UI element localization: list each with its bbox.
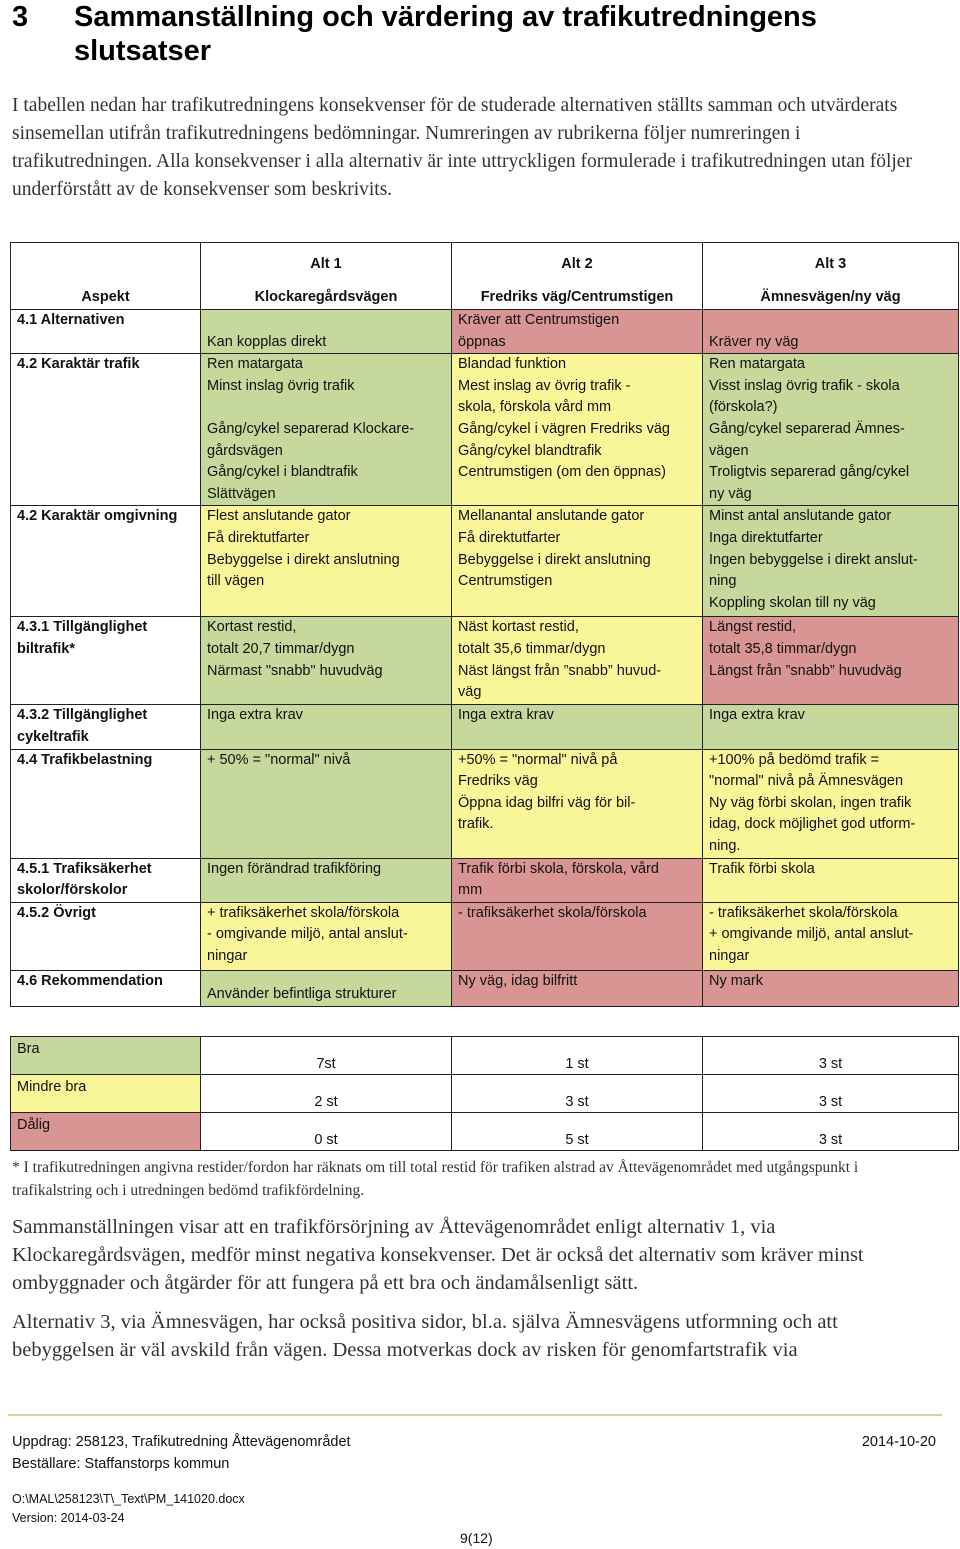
alt3-cell: Längst restid, totalt 35,8 timmar/dygn Längst från ”snabb” huvudväg xyxy=(703,617,959,705)
aspect-header: Aspekt xyxy=(11,287,201,310)
section-number: 3 xyxy=(12,1,29,33)
aspect-cell: 4.2 Karaktär omgivning xyxy=(11,506,201,617)
alt1-cell: Ingen förändrad trafikföring xyxy=(201,858,452,902)
alt3-cell: Trafik förbi skola xyxy=(703,858,959,902)
footer-date: 2014-10-20 xyxy=(861,1434,936,1450)
table-row xyxy=(11,902,959,970)
aspect-cell: 4.2 Karaktär trafik xyxy=(11,354,201,506)
legend-row-bra xyxy=(11,1037,959,1075)
aspect-cell: 4.1 Alternativen xyxy=(11,310,201,354)
table-row xyxy=(11,506,959,617)
alt2-cell: Inga extra krav xyxy=(452,705,703,749)
legend-row-mindre-bra xyxy=(11,1075,959,1113)
legend-table xyxy=(10,1036,959,1151)
alt2-header: Alt 2 xyxy=(452,243,703,288)
legend-value: 3 st xyxy=(703,1075,959,1113)
alt2-cell: - trafiksäkerhet skola/förskola xyxy=(452,902,703,970)
section-title: Sammanställning och värdering av trafikutredningens slutsatser xyxy=(74,1,817,67)
comparison-table xyxy=(10,242,959,1007)
alt3-cell: Ny mark xyxy=(703,970,959,1006)
legend-value: 0 st xyxy=(201,1113,452,1151)
alt2-cell: Blandad funktion Mest inslag av övrig trafik - skola, förskola vård mm Gång/cykel i vägren Fredriks väg Gång/cykel blandtrafik Centrumstigen (om den öppnas) xyxy=(452,354,703,506)
table-row xyxy=(11,705,959,749)
alt1-route-header: Klockaregårdsvägen xyxy=(201,287,452,310)
footer-bestallare: Beställare: Staffanstorps kommun xyxy=(12,1456,230,1472)
empty-header-cell xyxy=(11,243,201,288)
aspect-cell: 4.3.1 Tillgänglighet biltrafik* xyxy=(11,617,201,705)
section-heading xyxy=(12,0,942,68)
alt3-header: Alt 3 xyxy=(703,243,959,288)
alt2-cell: Kräver att Centrumstigen öppnas xyxy=(452,310,703,354)
alt2-cell: Näst kortast restid, totalt 35,6 timmar/dygn Näst längst från ”snabb” huvud- väg xyxy=(452,617,703,705)
legend-label-mindre-bra: Mindre bra xyxy=(11,1075,201,1113)
footer-file-path: O:\MAL\258123\T\_Text\PM_141020.docx xyxy=(12,1492,245,1506)
alt3-cell: Minst antal anslutande gator Inga direktutfarter Ingen bebyggelse i direkt anslut- ning Koppling skolan till ny väg xyxy=(703,506,959,617)
footnote: * I trafikutredningen angivna restider/fordon har räknats om till total restid för trafiken alstrad av Åttevägenområdet med utgångspunkt i trafikalstring och i utredningen bedömd trafikfördelning. xyxy=(12,1159,859,1199)
legend-value: 3 st xyxy=(703,1113,959,1151)
alt1-cell: Kortast restid, totalt 20,7 timmar/dygn Närmast "snabb" huvudväg xyxy=(201,617,452,705)
alt2-route-header: Fredriks väg/Centrumstigen xyxy=(452,287,703,310)
legend-value: 3 st xyxy=(703,1037,959,1075)
alt1-cell: Inga extra krav xyxy=(201,705,452,749)
route-header-row xyxy=(11,287,959,310)
table-row xyxy=(11,970,959,1006)
alt1-cell: + 50% = "normal" nivå xyxy=(201,749,452,858)
footer-uppdrag: Uppdrag: 258123, Trafikutredning Åttevägenområdet xyxy=(12,1434,351,1450)
alt1-cell: Ren matargata Minst inslag övrig trafik Gång/cykel separerad Klockare- gårdsvägen Gång/cykel i blandtrafik Slättvägen xyxy=(201,354,452,506)
alt3-cell: Inga extra krav xyxy=(703,705,959,749)
legend-row-dalig xyxy=(11,1113,959,1151)
legend-label-bra: Bra xyxy=(11,1037,201,1075)
legend-value: 3 st xyxy=(452,1075,703,1113)
alt2-cell: Mellanantal anslutande gator Få direktutfarter Bebyggelse i direkt anslutning Centrumstigen xyxy=(452,506,703,617)
legend-label-dalig: Dålig xyxy=(11,1113,201,1151)
alt3-cell: - trafiksäkerhet skola/förskola + omgivande miljö, antal anslut- ningar xyxy=(703,902,959,970)
alt1-cell: Flest anslutande gator Få direktutfarter Bebyggelse i direkt anslutning till vägen xyxy=(201,506,452,617)
alt3-cell: +100% på bedömd trafik = "normal" nivå på Ämnesvägen Ny väg förbi skolan, ingen trafik idag, dock möjlighet god utform- ning. xyxy=(703,749,959,858)
footer-page-number: 9(12) xyxy=(460,1530,493,1546)
alt2-cell: Trafik förbi skola, förskola, vård mm xyxy=(452,858,703,902)
alt1-cell: Använder befintliga strukturer xyxy=(201,970,452,1006)
legend-value: 1 st xyxy=(452,1037,703,1075)
table-row xyxy=(11,749,959,858)
alt3-cell: Ren matargata Visst inslag övrig trafik - skola (förskola?) Gång/cykel separerad Ämnes- vägen Troligtvis separerad gång/cykel ny väg xyxy=(703,354,959,506)
footer-version: Version: 2014-03-24 xyxy=(12,1511,125,1525)
alt3-cell: Kräver ny väg xyxy=(703,310,959,354)
alt2-cell: Ny väg, idag bilfritt xyxy=(452,970,703,1006)
intro-paragraph: I tabellen nedan har trafikutredningens konsekvenser för de studerade alternativen ställts samman och utvärderats sinsemellan utifrån trafikutredningens bedömningar. Numreringen av rubrikerna följer numreringen i trafikutredningen. Alla konsekvenser i alla alternativ är inte uttryckligen formulerade i trafikutredningen utan följer underförstått av de konsekvenser som beskrivits. xyxy=(12,95,912,200)
aspect-cell: 4.5.1 Trafiksäkerhet skolor/förskolor xyxy=(11,858,201,902)
summary-paragraph-1: Sammanställningen visar att en trafikförsörjning av Åttevägenområdet enligt alternativ 1, via Klockaregårdsvägen, medför minst negativa konsekvenser. Det är också det alternativ som kräver minst ombyggnader och åtgärder för att fungera på ett bra och ändamålsenligt sätt. xyxy=(12,1216,864,1294)
alt-header-row xyxy=(11,243,959,288)
alt2-cell: +50% = "normal" nivå på Fredriks väg Öppna idag bilfri väg för bil- trafik. xyxy=(452,749,703,858)
alt3-route-header: Ämnesvägen/ny väg xyxy=(703,287,959,310)
legend-value: 5 st xyxy=(452,1113,703,1151)
aspect-cell: 4.4 Trafikbelastning xyxy=(11,749,201,858)
alt1-header: Alt 1 xyxy=(201,243,452,288)
legend-value: 2 st xyxy=(201,1075,452,1113)
aspect-cell: 4.5.2 Övrigt xyxy=(11,902,201,970)
aspect-cell: 4.3.2 Tillgänglighet cykeltrafik xyxy=(11,705,201,749)
legend-value: 7st xyxy=(201,1037,452,1075)
table-row xyxy=(11,354,959,506)
table-row xyxy=(11,310,959,354)
alt1-cell: Kan kopplas direkt xyxy=(201,310,452,354)
footer-divider xyxy=(8,1414,942,1416)
table-row xyxy=(11,858,959,902)
aspect-cell: 4.6 Rekommendation xyxy=(11,970,201,1006)
table-row xyxy=(11,617,959,705)
summary-paragraph-2: Alternativ 3, via Ämnesvägen, har också positiva sidor, bl.a. själva Ämnesvägens utformning och att bebyggelsen är väl avskild från vägen. Dessa motverkas dock av risken för genomfartstrafik via xyxy=(12,1311,838,1361)
alt1-cell: + trafiksäkerhet skola/förskola - omgivande miljö, antal anslut- ningar xyxy=(201,902,452,970)
